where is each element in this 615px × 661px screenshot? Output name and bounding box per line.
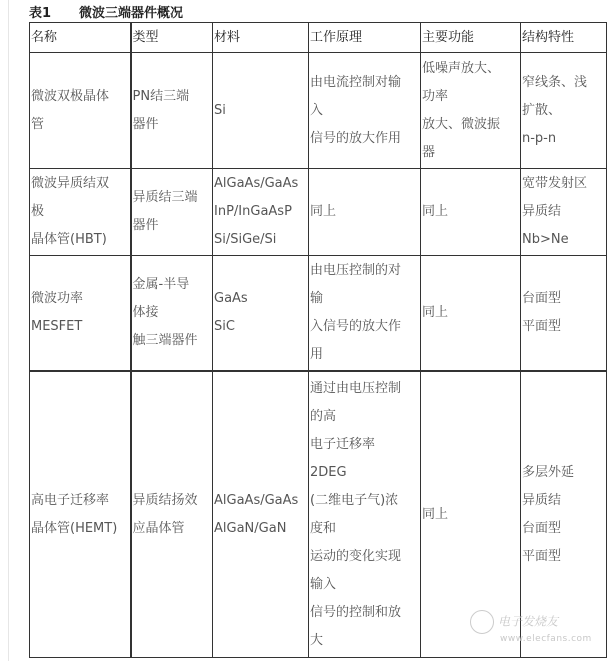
cell-type — [131, 371, 213, 658]
cell-line: 同上 — [310, 204, 337, 219]
cell-material — [213, 169, 309, 256]
header-structure: 结构特性 — [521, 23, 607, 53]
cell-type — [131, 53, 213, 169]
cell-line: 异质结扬效 — [132, 492, 198, 508]
cell-line: 微波异质结双 — [31, 176, 110, 191]
cell-line: 窄线条、浅 — [522, 74, 588, 90]
cell-structure — [521, 53, 607, 169]
header-type: 类型 — [131, 23, 213, 53]
cell-line: 低噪声放大、 — [422, 60, 501, 76]
cell-principle — [309, 169, 421, 256]
cell-name — [30, 256, 131, 372]
cell-line: 由电压控制的对 — [310, 263, 402, 278]
cell-line: 入信号的放大作 — [310, 319, 402, 334]
cell-line: AlGaAs/GaAs — [214, 176, 299, 191]
cell-line: 触三端器件 — [132, 333, 198, 348]
cell-line: 的高 — [310, 408, 337, 424]
cell-line: 平面型 — [522, 548, 562, 564]
cell-line: 度和 — [310, 520, 337, 536]
cell-line: 宽带发射区 — [522, 176, 588, 191]
cell-line: Nb>Ne — [522, 232, 569, 247]
watermark — [470, 610, 592, 644]
header-name: 名称 — [30, 23, 131, 53]
watermark-logo-icon — [470, 610, 494, 634]
cell-line: 放大、微波振 — [422, 116, 501, 132]
cell-line: 由电流控制对输 — [310, 74, 402, 90]
watermark-url: www.elecfans.com — [500, 634, 592, 644]
cell-line: AlGaAs/GaAs — [214, 492, 299, 508]
cell-material — [213, 256, 309, 372]
cell-line: 同上 — [422, 204, 449, 219]
cell-type — [131, 169, 213, 256]
cell-line: 电子迁移率 — [310, 436, 376, 452]
cell-line: 平面型 — [522, 319, 562, 334]
header-function: 主要功能 — [421, 23, 521, 53]
cell-line: 输 — [310, 291, 324, 306]
table-caption — [29, 2, 183, 21]
watermark-text: 电子发烧友 — [498, 614, 559, 629]
cell-line: Si/SiGe/Si — [214, 232, 277, 247]
cell-line: 管 — [31, 116, 45, 132]
cell-line: (二维电子气)浓 — [310, 492, 399, 508]
cell-line: AlGaN/GaN — [214, 520, 287, 536]
cell-name — [30, 371, 131, 658]
cell-line: n-p-n — [522, 130, 557, 146]
cell-function — [421, 53, 521, 169]
cell-line: 同上 — [422, 506, 449, 522]
cell-principle — [309, 371, 421, 658]
cell-line: 扩散、 — [522, 102, 562, 118]
cell-line: 同上 — [422, 305, 449, 320]
cell-line: 体接 — [132, 305, 159, 320]
cell-line: 信号的控制和放 — [310, 604, 402, 620]
cell-principle — [309, 53, 421, 169]
cell-line: 微波功率 — [31, 291, 84, 306]
table-header-row — [30, 23, 607, 53]
cell-line: 晶体管(HBT) — [31, 232, 107, 247]
cell-line: 入 — [310, 102, 324, 118]
cell-line: 应晶体管 — [132, 520, 185, 536]
cell-line: 台面型 — [522, 520, 562, 536]
cell-line: 器件 — [132, 116, 159, 132]
cell-line: 2DEG — [310, 464, 347, 480]
cell-line: 高电子迁移率 — [31, 492, 110, 508]
cell-line: 大 — [310, 632, 324, 648]
cell-line: 晶体管(HEMT) — [31, 520, 118, 536]
cell-line: 信号的放大作用 — [310, 130, 402, 146]
cell-line: InP/InGaAsP — [214, 204, 292, 219]
cell-line: 器件 — [132, 218, 159, 233]
cell-line: 多层外延 — [522, 464, 575, 480]
cell-structure — [521, 256, 607, 372]
page-left-rule — [8, 0, 9, 661]
device-overview-table — [29, 22, 607, 658]
cell-line: MESFET — [31, 319, 83, 334]
cell-material — [213, 371, 309, 658]
cell-principle — [309, 256, 421, 372]
cell-line: 极 — [31, 204, 45, 219]
header-material: 材料 — [213, 23, 309, 53]
cell-line: SiC — [214, 319, 235, 334]
caption-title: 微波三端器件概况 — [79, 6, 184, 21]
cell-type — [131, 256, 213, 372]
cell-line: 输入 — [310, 576, 337, 592]
cell-function — [421, 169, 521, 256]
cell-function — [421, 256, 521, 372]
table-row — [30, 53, 607, 169]
cell-material — [213, 53, 309, 169]
cell-line: Si — [214, 102, 226, 118]
cell-line: 异质结 — [522, 492, 562, 508]
cell-line: 用 — [310, 347, 324, 362]
cell-line: 运动的变化实现 — [310, 548, 402, 564]
cell-line: 器 — [422, 144, 436, 160]
cell-line: 异质结 — [522, 204, 562, 219]
cell-structure — [521, 169, 607, 256]
cell-line: 功率 — [422, 88, 449, 104]
caption-number: 表1 — [29, 6, 52, 21]
cell-line: 金属-半导 — [132, 277, 190, 292]
table-row — [30, 256, 607, 372]
cell-line: 异质结三端 — [132, 190, 198, 205]
cell-line: 通过由电压控制 — [310, 380, 402, 396]
cell-line: GaAs — [214, 291, 248, 306]
header-principle: 工作原理 — [309, 23, 421, 53]
cell-line: 台面型 — [522, 291, 562, 306]
table-row — [30, 169, 607, 256]
cell-name — [30, 169, 131, 256]
cell-line: 微波双极晶体 — [31, 88, 110, 104]
cell-name — [30, 53, 131, 169]
cell-line: PN结三端 — [132, 88, 190, 104]
